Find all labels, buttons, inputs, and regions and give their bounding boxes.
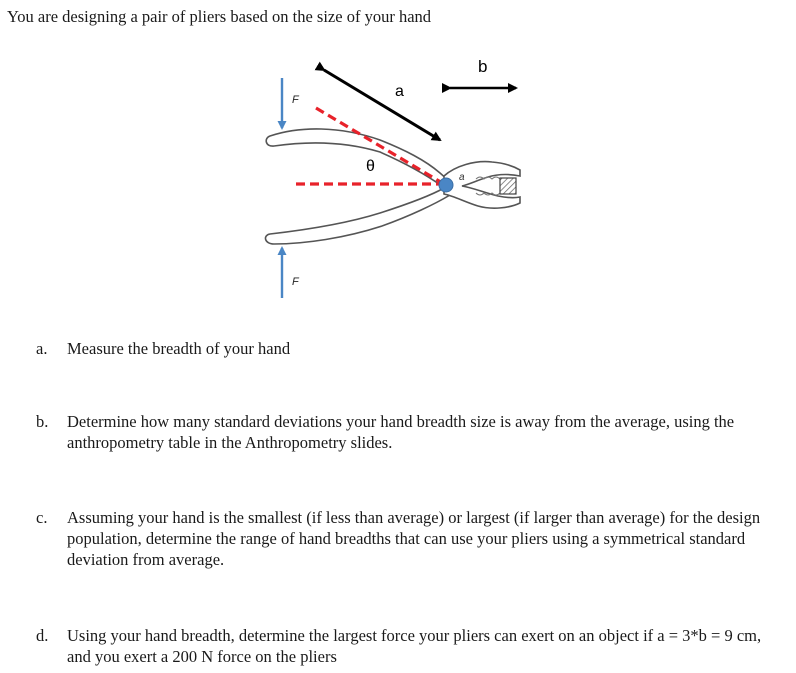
label-a-small: a	[459, 172, 465, 183]
pliers-diagram	[230, 48, 560, 310]
label-force-top: F	[292, 94, 299, 106]
question-c-letter: c.	[36, 508, 48, 527]
label-force-bottom: F	[292, 276, 299, 288]
question-b-letter: b.	[36, 412, 49, 431]
length-a-arrow	[324, 70, 440, 140]
question-a	[36, 338, 788, 359]
question-a-text: Measure the breadth of your hand	[67, 339, 291, 358]
upper-handle	[266, 129, 448, 186]
question-a-letter: a.	[36, 339, 48, 358]
question-d-letter: d.	[36, 626, 49, 645]
problem-intro: You are designing a pair of pliers based on the size of your hand	[7, 7, 432, 26]
label-b-arrow: b	[478, 57, 488, 76]
question-c-text: Assuming your hand is the smallest (if less than average) or largest (if larger than average) for the design population, determine the range of hand breadths that can use your pliers using a symmetrical standard deviation from average.	[67, 508, 761, 569]
held-object	[500, 178, 516, 194]
pivot-point	[439, 178, 453, 192]
question-b	[36, 411, 788, 453]
lower-handle	[265, 188, 450, 244]
label-a-arrow: a	[395, 83, 404, 100]
question-b-text: Determine how many standard deviations your hand breadth size is away from the average, using the anthropometry table in the Anthropometry slides.	[67, 412, 735, 452]
label-theta: θ	[366, 158, 375, 175]
pliers-svg	[230, 48, 560, 310]
question-c	[36, 507, 788, 570]
question-d	[36, 625, 788, 667]
angled-reference-line	[316, 108, 444, 184]
question-d-text: Using your hand breadth, determine the largest force your pliers can exert on an object if a = 3*b = 9 cm, and you exert a 200 N force on the pliers	[67, 626, 762, 666]
